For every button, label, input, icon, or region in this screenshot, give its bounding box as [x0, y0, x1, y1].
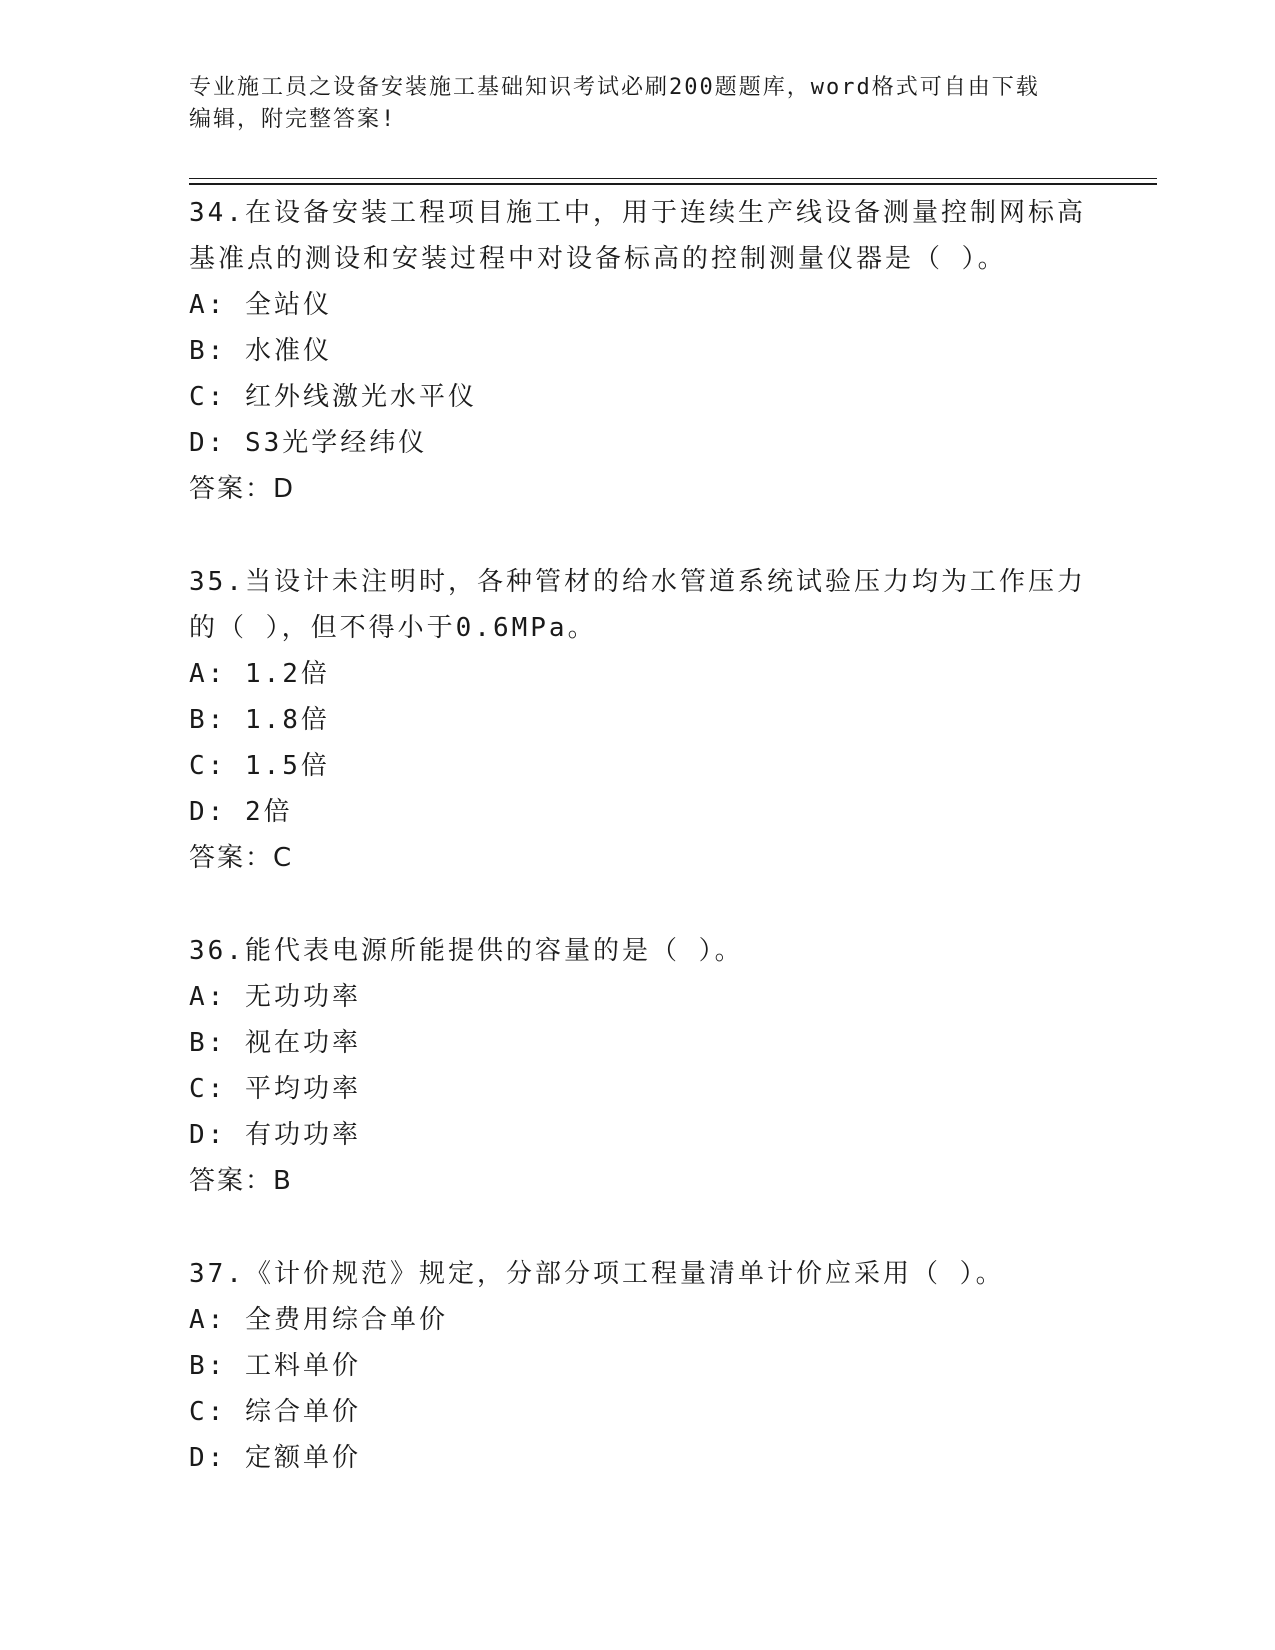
option-b: B: 水准仪: [189, 336, 332, 366]
question-35: [189, 559, 1089, 881]
option-d: D: 2倍: [189, 797, 293, 827]
option-c: C: 1.5倍: [189, 751, 330, 781]
option-a: A: 全站仪: [189, 290, 332, 320]
option-a: A: 1.2倍: [189, 659, 330, 689]
option-b: B: 1.8倍: [189, 705, 330, 735]
question-34: [189, 190, 1089, 512]
header-line-1: 专业施工员之设备安装施工基础知识考试必刷200题题库，word格式可自由下载: [189, 75, 1040, 100]
option-a: A: 无功功率: [189, 982, 361, 1012]
option-b: B: 工料单价: [189, 1351, 361, 1381]
question-text: 36.能代表电源所能提供的容量的是（ ）。: [189, 936, 744, 966]
option-c: C: 红外线激光水平仪: [189, 382, 477, 412]
header-divider-thin: [189, 178, 1157, 179]
document-header: [189, 72, 1069, 136]
option-a: A: 全费用综合单价: [189, 1305, 448, 1335]
answer: 答案：D: [189, 474, 296, 504]
question-37: [189, 1251, 1089, 1481]
question-text: 37.《计价规范》规定，分部分项工程量清单计价应采用（ ）。: [189, 1259, 1005, 1289]
question-text: 34.在设备安装工程项目施工中，用于连续生产线设备测量控制网标高基准点的测设和安装过程中对设备标高的控制测量仪器是（ ）。: [189, 198, 1086, 274]
question-text: 35.当设计未注明时，各种管材的给水管道系统试验压力均为工作压力的（ ），但不得小于0.6MPa。: [189, 567, 1086, 643]
option-c: C: 综合单价: [189, 1397, 361, 1427]
answer: 答案：B: [189, 1166, 293, 1196]
answer: 答案：C: [189, 843, 294, 873]
header-line-2: 编辑，附完整答案!: [189, 107, 397, 132]
question-list: [189, 190, 1089, 1481]
option-d: D: 有功功率: [189, 1120, 361, 1150]
option-c: C: 平均功率: [189, 1074, 361, 1104]
question-36: [189, 928, 1089, 1204]
option-d: D: S3光学经纬仪: [189, 428, 428, 458]
header-divider-thick: [189, 183, 1157, 185]
option-b: B: 视在功率: [189, 1028, 361, 1058]
option-d: D: 定额单价: [189, 1443, 361, 1473]
